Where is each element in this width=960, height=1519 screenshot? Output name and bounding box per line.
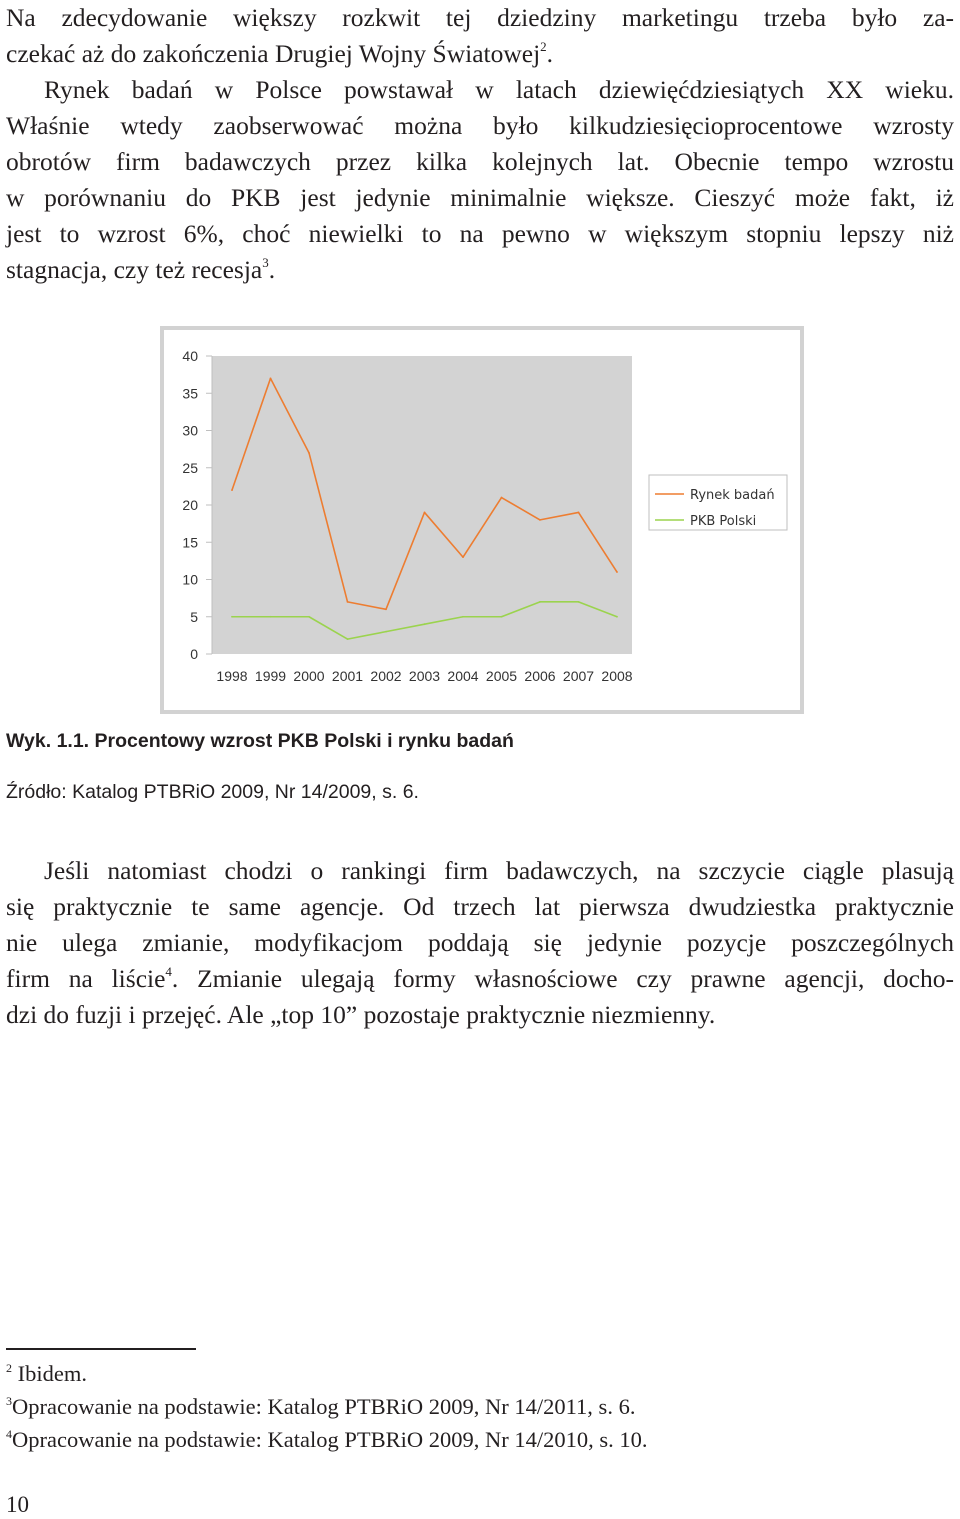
y-tick-label: 10 bbox=[182, 571, 198, 588]
y-tick-label: 25 bbox=[182, 459, 198, 476]
paragraph-2-line: Jeśli natomiast chodzi o rankingi firm badawczych, na szczycie ciągle plasują bbox=[44, 856, 954, 885]
footnotes bbox=[6, 1357, 648, 1456]
footnote-number: 3 bbox=[6, 1393, 12, 1408]
data-point bbox=[308, 452, 310, 454]
data-point bbox=[539, 601, 541, 603]
paragraph-1-line: Właśnie wtedy zaobserwować można było kilkudziesięcioprocentowe wzrosty bbox=[6, 111, 954, 140]
x-axis bbox=[216, 668, 632, 684]
footnote-text: Ibidem. bbox=[12, 1361, 87, 1386]
page-number: 10 bbox=[6, 1492, 29, 1517]
figure-caption-source: Źródło: Katalog PTBRiO 2009, Nr 14/2009, s. 6. bbox=[6, 781, 419, 803]
footnote-text: Opracowanie na podstawie: Katalog PTBRiO 2009, Nr 14/2010, s. 10. bbox=[12, 1427, 648, 1452]
data-point bbox=[578, 512, 580, 514]
x-tick-label: 2006 bbox=[524, 668, 556, 684]
line-chart bbox=[160, 326, 804, 714]
y-tick-label: 0 bbox=[190, 646, 198, 662]
paragraph-2-line: nie ulega zmianie, modyfikacjom poddają się jedynie pozycje poszczególnych bbox=[6, 928, 954, 957]
data-point bbox=[347, 601, 349, 603]
data-point bbox=[385, 608, 387, 610]
paragraph-1-line-end: . bbox=[268, 255, 276, 284]
footnote-ref: 2 bbox=[540, 38, 547, 54]
paragraph-1-line: Rynek badań w Polsce powstawał w latach dziewięćdziesiątych XX wieku. bbox=[44, 75, 954, 104]
data-point bbox=[270, 616, 272, 618]
data-point bbox=[385, 631, 387, 633]
x-tick-label: 2002 bbox=[370, 668, 402, 684]
paragraph-2-line bbox=[6, 961, 954, 997]
paragraph-2-line-text: firm na liście bbox=[6, 964, 166, 993]
footnote-ref: 3 bbox=[262, 254, 269, 270]
paragraph-1-line: jest to wzrost 6%, choć niewielki to na pewno w większym stopniu lepszy niż bbox=[6, 219, 954, 248]
x-tick-label: 2003 bbox=[408, 668, 441, 684]
footnote bbox=[6, 1423, 648, 1456]
y-tick-label: 40 bbox=[182, 348, 198, 364]
footnote bbox=[6, 1357, 648, 1390]
x-tick-label: 2008 bbox=[601, 668, 633, 684]
footnote-text: Opracowanie na podstawie: Katalog PTBRiO 2009, Nr 14/2011, s. 6. bbox=[12, 1394, 636, 1419]
paragraph-2-line-end: . Zmianie ulegają formy własnościowe czy prawne agencji, docho- bbox=[171, 964, 954, 993]
data-point bbox=[539, 519, 541, 521]
paragraph-2-line: się praktycznie te same agencje. Od trzech lat pierwsza dwudziestka praktycznie bbox=[6, 892, 954, 921]
data-point bbox=[616, 616, 618, 618]
footnote bbox=[6, 1390, 648, 1423]
paragraph-1-line bbox=[6, 36, 954, 72]
plot-area bbox=[212, 356, 632, 654]
x-tick-label: 2005 bbox=[485, 668, 518, 684]
legend-label: Rynek badań bbox=[690, 488, 775, 503]
data-point bbox=[501, 616, 503, 618]
y-tick-label: 35 bbox=[182, 385, 198, 402]
paragraph-2 bbox=[6, 853, 954, 1033]
figure-caption-title: Wyk. 1.1. Procentowy wzrost PKB Polski i rynku badań bbox=[6, 730, 514, 752]
footnote-number: 4 bbox=[6, 1426, 12, 1441]
footnote-ref: 4 bbox=[165, 963, 172, 979]
data-point bbox=[462, 556, 464, 558]
x-tick-label: 1998 bbox=[216, 668, 248, 684]
legend bbox=[649, 475, 787, 530]
data-point bbox=[501, 497, 503, 499]
data-point bbox=[462, 616, 464, 618]
paragraph-1-line-end: . bbox=[546, 39, 554, 68]
x-tick-label: 2007 bbox=[562, 668, 595, 684]
data-point bbox=[616, 571, 618, 573]
paragraph-2-line: dzi do fuzji i przejęć. Ale „top 10” pozostaje praktycznie niezmienny. bbox=[6, 1000, 716, 1029]
y-tick-label: 15 bbox=[182, 534, 198, 551]
paragraph-1-line bbox=[6, 252, 954, 288]
data-point bbox=[231, 489, 233, 491]
x-tick-label: 2001 bbox=[331, 668, 364, 684]
data-point bbox=[424, 623, 426, 625]
y-tick-label: 20 bbox=[182, 497, 198, 513]
paragraph-1-line-text: stagnacja, czy też recesja bbox=[6, 255, 263, 284]
data-point bbox=[231, 616, 233, 618]
legend-label: PKB Polski bbox=[690, 514, 757, 529]
data-point bbox=[424, 512, 426, 514]
paragraph-1-line: w porównaniu do PKB jest jedynie minimalnie większe. Cieszyć może fakt, iż bbox=[6, 183, 954, 212]
data-point bbox=[578, 601, 580, 603]
paragraph-1-line: Na zdecydowanie większy rozkwit tej dziedziny marketingu trzeba było za- bbox=[6, 3, 954, 32]
x-tick-label: 2004 bbox=[447, 668, 479, 684]
x-tick-label: 2000 bbox=[293, 668, 325, 684]
data-point bbox=[347, 638, 349, 640]
paragraph-1-line: obrotów firm badawczych przez kilka kolejnych lat. Obecnie tempo wzrostu bbox=[6, 147, 954, 176]
y-tick-label: 30 bbox=[182, 422, 198, 439]
paragraph-1-line-text: czekać aż do zakończenia Drugiej Wojny Światowej bbox=[6, 39, 541, 68]
data-point bbox=[270, 377, 272, 379]
footnote-number: 2 bbox=[6, 1360, 12, 1375]
x-tick-label: 1999 bbox=[254, 668, 287, 684]
y-tick-label: 5 bbox=[190, 608, 198, 625]
paragraph-1 bbox=[6, 0, 954, 288]
line-chart-svg bbox=[160, 326, 804, 714]
footnote-divider bbox=[6, 1348, 196, 1350]
data-point bbox=[308, 616, 310, 618]
